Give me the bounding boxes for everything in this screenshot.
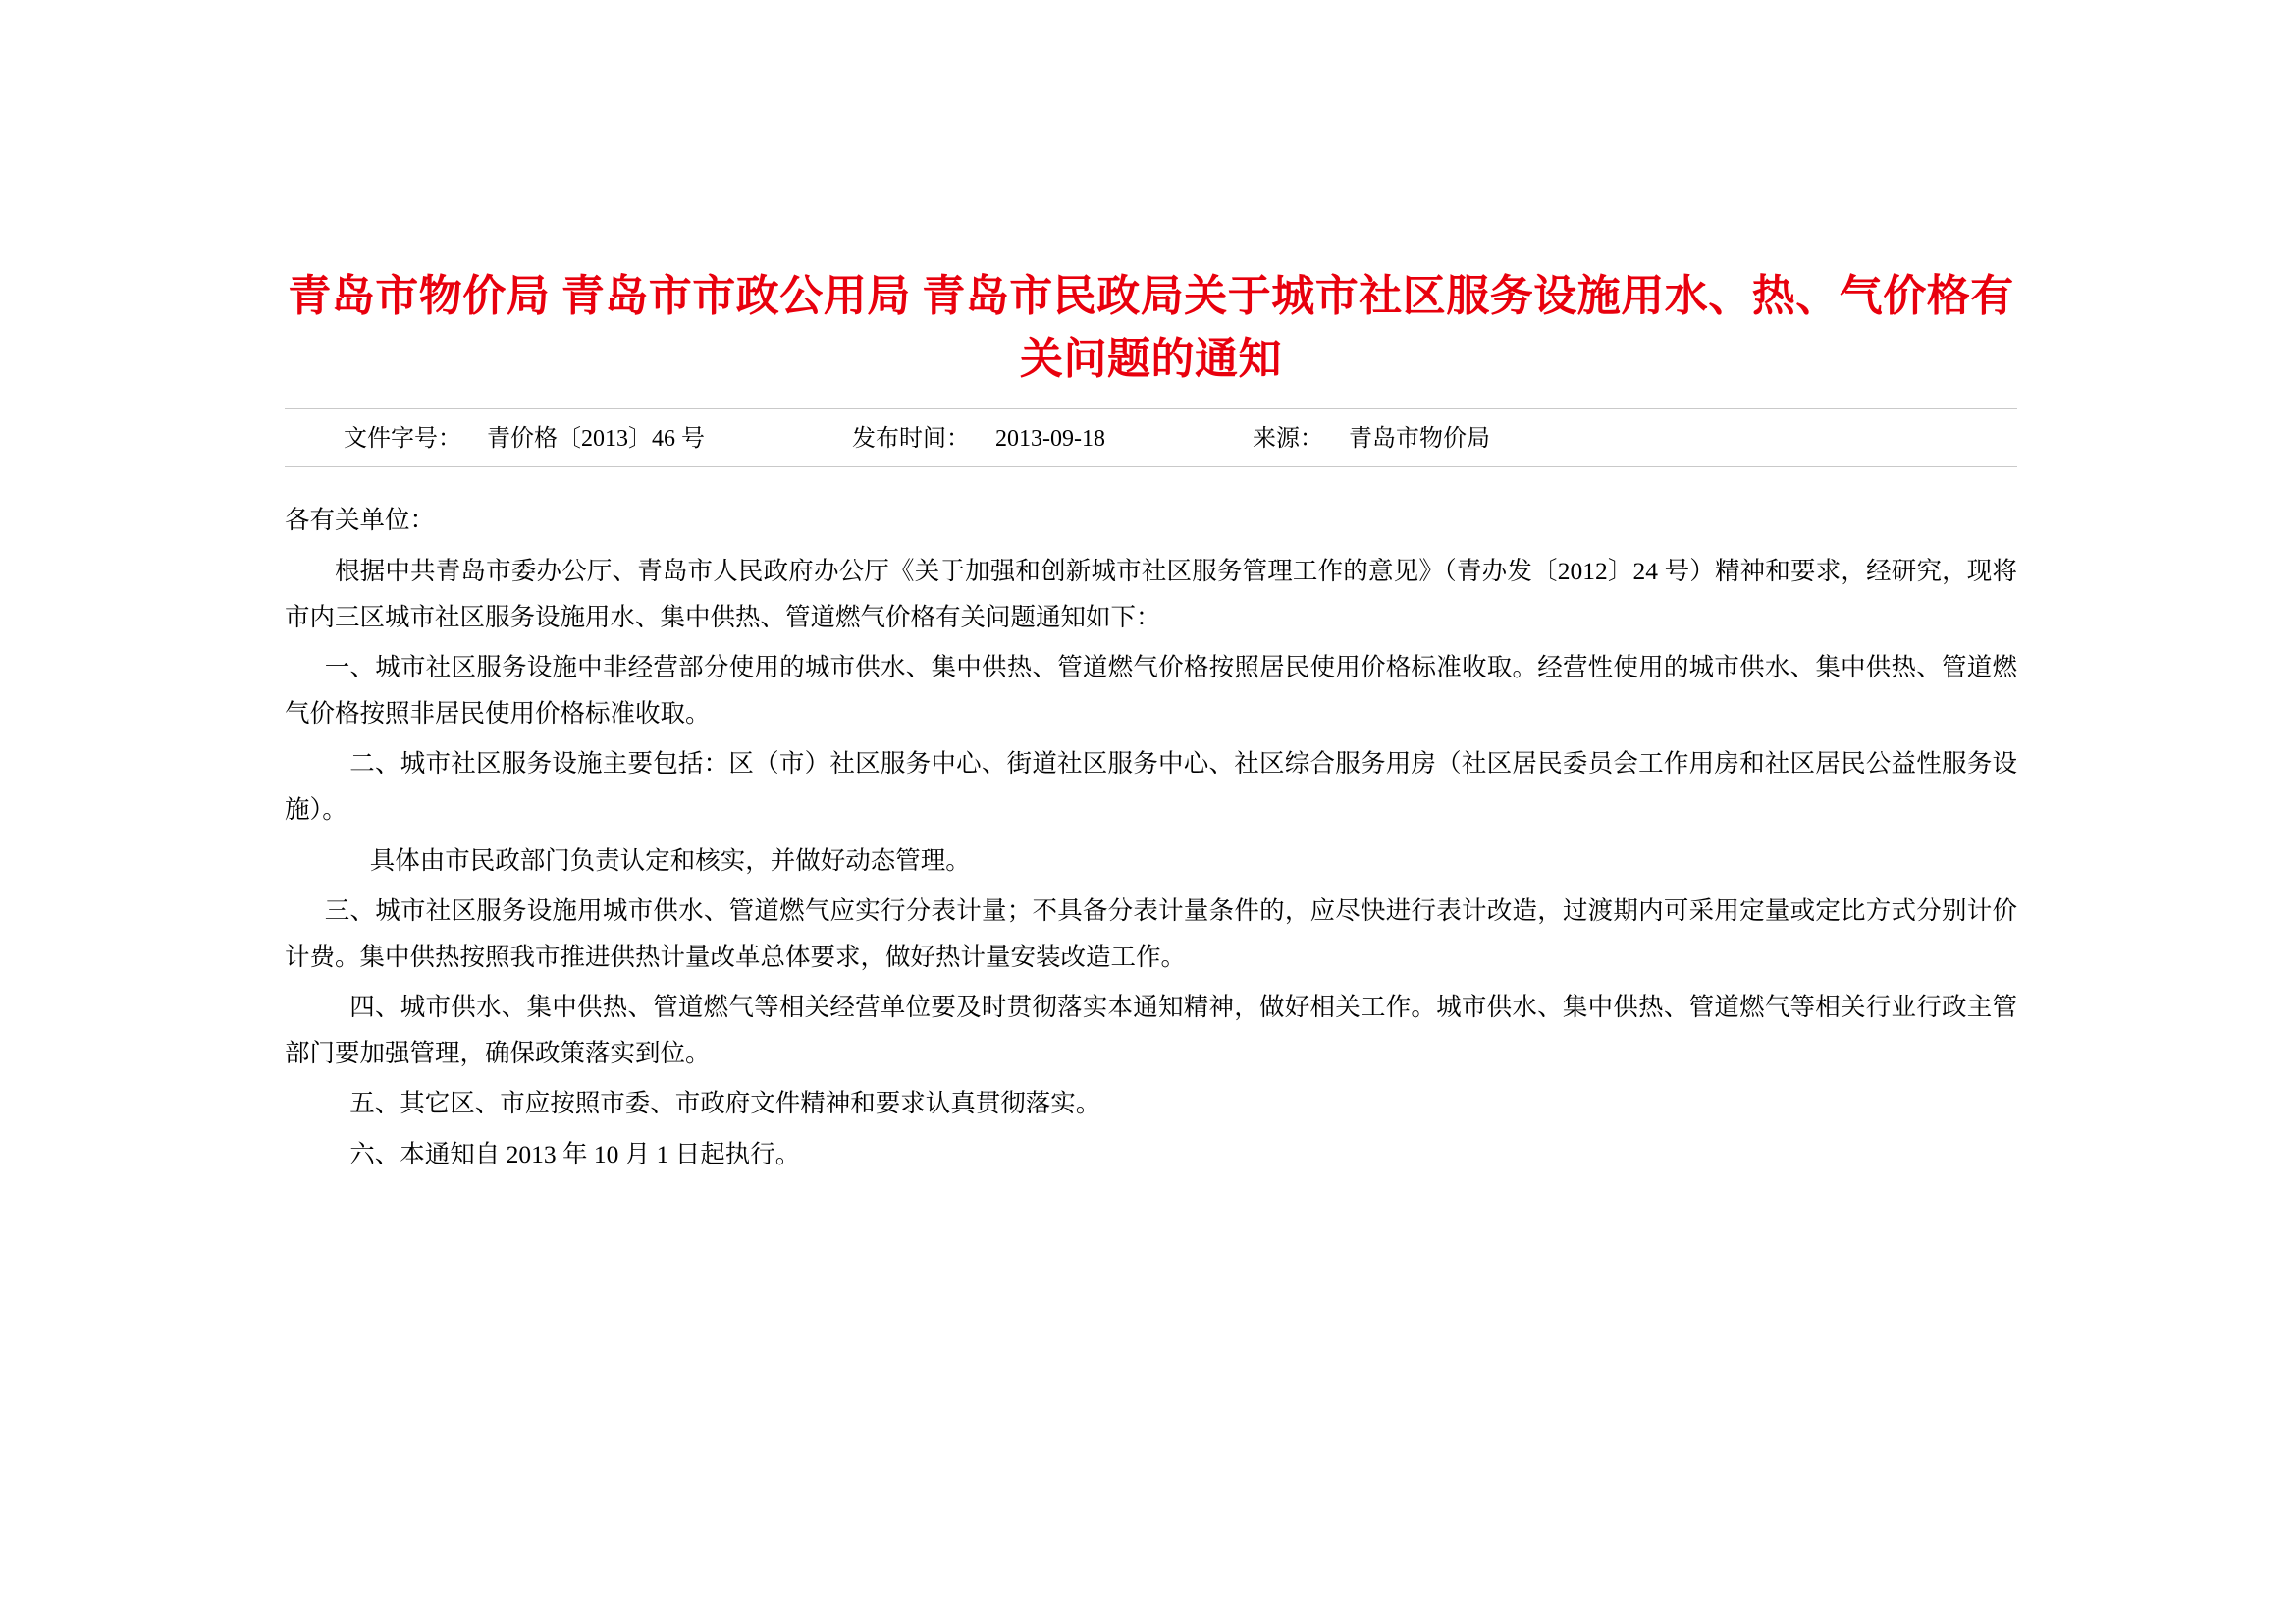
paragraph-item-3: 三、城市社区服务设施用城市供水、管道燃气应实行分表计量；不具备分表计量条件的，应尽快进行表计改造，过渡期内可采用定量或定比方式分别计价计费。集中供热按照我市推进供热计量改革总体要求，做好热计量安装改造工作。	[285, 895, 2017, 971]
meta-publish-date	[852, 425, 1105, 454]
meta-publish-date-value: 2013-09-18	[995, 425, 1105, 452]
document-meta-bar	[285, 408, 2017, 468]
paragraph-item-6: 六、本通知自 2013 年 10 月 1 日起执行。	[349, 1139, 801, 1168]
paragraph-intro: 根据中共青岛市委办公厅、青岛市人民政府办公厅《关于加强和创新城市社区服务管理工作的意见》（青办发〔2012〕24 号）精神和要求，经研究，现将市内三区城市社区服务设施用水、集中供热、管道燃气价格有关问题通知如下：	[285, 556, 2017, 631]
document-body	[285, 265, 2017, 1181]
paragraph-salutation: 各有关单位：	[285, 506, 436, 535]
meta-doc-number	[344, 425, 705, 454]
meta-source	[1253, 425, 1490, 454]
meta-publish-date-label: 发布时间：	[852, 425, 970, 452]
page-title: 青岛市物价局 青岛市市政公用局 青岛市民政局关于城市社区服务设施用水、热、气价格有关问题的通知	[288, 272, 2014, 383]
paragraph-item-1: 一、城市社区服务设施中非经营部分使用的城市供水、集中供热、管道燃气价格按照居民使用价格标准收取。经营性使用的城市供水、集中供热、管道燃气价格按照非居民使用价格标准收取。	[285, 652, 2017, 729]
paragraph-item-4: 四、城市供水、集中供热、管道燃气等相关经营单位要及时贯彻落实本通知精神，做好相关工作。城市供水、集中供热、管道燃气等相关行业行政主管部门要加强管理，确保政策落实到位。	[285, 993, 2017, 1068]
document-content	[285, 497, 2017, 1176]
paragraph-item-2: 二、城市社区服务设施主要包括：区（市）社区服务中心、街道社区服务中心、社区综合服务用房（社区居民委员会工作用房和社区居民公益性服务设施）。	[285, 749, 2017, 825]
meta-source-label: 来源：	[1252, 425, 1323, 452]
paragraph-item-5: 五、其它区、市应按照市委、市政府文件精神和要求认真贯彻落实。	[349, 1089, 1101, 1118]
paragraph-item-2-note: 具体由市民政部门负责认定和核实，并做好动态管理。	[369, 845, 971, 875]
meta-source-value: 青岛市物价局	[1348, 425, 1490, 452]
meta-doc-number-label: 文件字号：	[344, 425, 461, 452]
meta-doc-number-value: 青价格〔2013〕46 号	[487, 425, 705, 452]
